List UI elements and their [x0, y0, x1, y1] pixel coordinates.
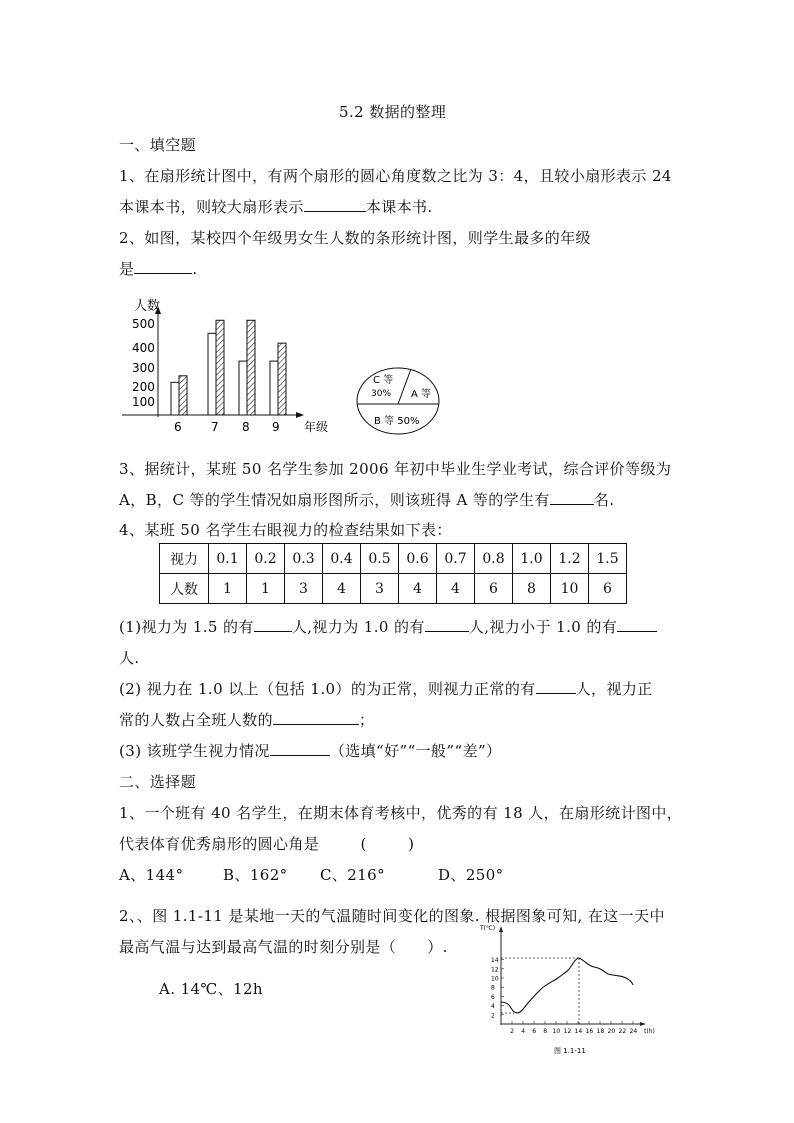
q2-text-a: 是: [119, 260, 135, 278]
temp-y-tick-label: 8: [491, 984, 495, 992]
x-tick-label: 8: [242, 420, 250, 434]
q1-text-a: 本课本书，则较大扇形表示: [119, 198, 304, 216]
c1-option-c[interactable]: C、216°: [320, 866, 386, 884]
bar-series-2: [216, 320, 224, 415]
temp-x-tick-label: 12: [563, 1028, 572, 1035]
table-cell: 0.7: [437, 544, 475, 574]
q2-blank[interactable]: [134, 259, 192, 274]
table-cell: 6: [475, 574, 513, 604]
q4-part2-text-d: ；: [359, 711, 375, 729]
q4-part1-blank2[interactable]: [425, 617, 469, 632]
y-tick-label: 100: [132, 395, 155, 409]
temp-y-tick-label: 10: [491, 975, 499, 983]
q4-part1-text-b: 人,视力为 1.0 的有: [291, 618, 425, 636]
temp-y-tick-label: 6: [491, 993, 495, 1001]
y-tick-label: 200: [132, 380, 155, 394]
table-cell: 8: [513, 574, 551, 604]
temp-y-label: T(℃): [480, 925, 496, 932]
table-cell: 4: [323, 574, 361, 604]
table-cell: 0.5: [361, 544, 399, 574]
temp-x-tick-label: 2: [510, 1028, 515, 1035]
temp-y-tick-label: 2: [491, 1012, 495, 1020]
temp-x-tick-label: 24: [629, 1028, 638, 1035]
table-cell: 0.8: [475, 544, 513, 574]
q4-part2-text-b: 人，视力正: [575, 680, 653, 698]
q4-part1-end: 人.: [119, 649, 140, 667]
q4-part2-text-c: 常的人数占全班人数的: [119, 711, 274, 729]
q4-intro: 4、某班 50 名学生右眼视力的检查结果如下表：: [119, 521, 452, 539]
pie-label-b: B 等 50%: [374, 416, 420, 427]
q4-part1-text-c: 人,视力小于 1.0 的有: [468, 618, 618, 636]
table-cell: 4: [437, 574, 475, 604]
pie-divider-ca: [398, 369, 411, 404]
table-cell: 1.2: [551, 544, 589, 574]
temp-x-tick-label: 10: [552, 1028, 561, 1035]
c2-option-a[interactable]: A. 14℃、12h: [159, 980, 263, 998]
q1-line1: 1、在扇形统计图中，有两个扇形的圆心角度数之比为 3：4，且较小扇形表示 24: [119, 167, 672, 185]
temp-x-unit: t(h): [644, 1028, 655, 1035]
bar-chart: [118, 292, 338, 437]
x-tick-label: 7: [211, 420, 219, 434]
table-row-vision: [160, 544, 627, 574]
q4-part1-blank3[interactable]: [617, 617, 657, 632]
q4-part2-blank2[interactable]: [273, 710, 359, 725]
q4-part2-text-a: (2) 视力在 1.0 以上（包括 1.0）的为正常，则视力正常的有: [119, 680, 536, 698]
section-fill-in: 一、填空题: [119, 136, 197, 154]
table-cell: 10: [551, 574, 589, 604]
q4-part3: [119, 740, 501, 761]
bar-series-1: [208, 333, 216, 415]
c1-option-a[interactable]: A、144°: [119, 866, 184, 884]
q4-part3-blank[interactable]: [270, 741, 330, 756]
temperature-graph: [478, 920, 662, 1060]
q4-part2: [119, 678, 653, 699]
temp-x-tick-label: 20: [607, 1028, 616, 1035]
temperature-curve: [501, 958, 633, 1013]
bar-series-1: [239, 361, 247, 415]
vision-table: [159, 543, 627, 604]
q4-part3-text-a: (3) 该班学生视力情况: [119, 742, 270, 760]
bar-series-2: [247, 320, 255, 415]
temp-caption: 图 1.1-11: [554, 1047, 586, 1055]
x-tick-label: 9: [272, 420, 280, 434]
x-axis-arrow: [296, 412, 304, 418]
q2-line2: [119, 258, 198, 279]
c1-option-b[interactable]: B、162°: [223, 866, 288, 884]
table-cell: 1.0: [513, 544, 551, 574]
temp-y-tick-label: 4: [491, 1003, 495, 1011]
pie-label-a: A 等: [411, 389, 432, 400]
table-cell: 3: [285, 574, 323, 604]
temp-x-tick-label: 4: [521, 1028, 526, 1035]
pie-label-c: C 等: [373, 375, 394, 386]
temp-x-tick-label: 14: [574, 1028, 583, 1035]
temp-x-tick-label: 22: [618, 1028, 627, 1035]
q3-text-a: A，B，C 等的学生情况如扇形图所示，则该班得 A 等的学生有: [119, 491, 550, 509]
c2-line1: 2、、图 1.1-11 是某地一天的气温随时间变化的图象. 根据图象可知, 在这一天中: [119, 907, 665, 925]
bar-series-2: [179, 376, 187, 415]
y-tick-label: 500: [132, 317, 155, 331]
q2-line1: 2、如图，某校四个年级男女生人数的条形统计图，则学生最多的年级: [119, 229, 591, 247]
q4-part2-line2: [119, 709, 374, 730]
table-cell: 人数: [160, 574, 209, 604]
c1-line1: 1、一个班有 40 名学生，在期末体育考核中，优秀的有 18 人，在扇形统计图中，: [119, 804, 683, 822]
q3-blank[interactable]: [550, 490, 594, 505]
table-row-count: [160, 574, 627, 604]
q3-line2: [119, 489, 614, 510]
q4-part1-blank1[interactable]: [254, 617, 292, 632]
table-cell: 0.1: [209, 544, 247, 574]
section-choice: 二、选择题: [119, 773, 197, 791]
c1-line2: 代表体育优秀扇形的圆心角是 ( ): [119, 835, 415, 853]
q1-text-b: 本课本书.: [365, 198, 433, 216]
q4-part1-text-a: (1)视力为 1.5 的有: [119, 618, 254, 636]
temp-y-tick-label: 14: [491, 957, 499, 965]
c2-line2: 最高气温与达到最高气温的时刻分别是（ ）.: [119, 938, 448, 956]
q4-part3-text-b: （选填“好”“一般”“差”）: [329, 742, 502, 760]
pie-label-c-pct: 30%: [371, 389, 392, 399]
bar-series-2: [278, 343, 286, 415]
bar-series-1: [171, 382, 179, 415]
table-cell: 0.4: [323, 544, 361, 574]
bar-series-1: [270, 361, 278, 415]
q4-part2-blank1[interactable]: [536, 679, 576, 694]
q4-part1: [119, 616, 657, 637]
y-tick-label: 300: [132, 361, 155, 375]
q2-text-b: .: [192, 260, 198, 278]
q1-line2: [119, 196, 433, 217]
q3-text-b: 名.: [593, 491, 615, 509]
table-cell: 0.2: [247, 544, 285, 574]
temp-x-tick-label: 18: [596, 1028, 605, 1035]
q3-line1: 3、据统计，某班 50 名学生参加 2006 年初中毕业生学业考试，综合评价等级为: [119, 460, 672, 478]
table-cell: 0.6: [399, 544, 437, 574]
table-cell: 6: [589, 574, 627, 604]
table-cell: 视力: [160, 544, 209, 574]
temp-y-tick-label: 12: [491, 966, 499, 974]
temp-y-arrow: [499, 926, 503, 932]
pie-chart: [355, 366, 443, 436]
page-title: 5.2 数据的整理: [339, 103, 447, 121]
x-tick-label: 6: [174, 420, 182, 434]
temp-x-tick-label: 6: [532, 1028, 537, 1035]
table-cell: 4: [399, 574, 437, 604]
y-axis-label: 人数: [134, 299, 161, 314]
q1-blank[interactable]: [304, 197, 366, 212]
y-tick-label: 400: [132, 341, 155, 355]
x-axis-label: 年级: [304, 420, 329, 434]
table-cell: 1: [209, 574, 247, 604]
table-cell: 1.5: [589, 544, 627, 574]
table-cell: 0.3: [285, 544, 323, 574]
temp-x-arrow: [640, 1022, 646, 1026]
temp-x-tick-label: 8: [543, 1028, 548, 1035]
c1-option-d[interactable]: D、250°: [438, 866, 504, 884]
temp-x-tick-label: 16: [585, 1028, 594, 1035]
table-cell: 3: [361, 574, 399, 604]
table-cell: 1: [247, 574, 285, 604]
